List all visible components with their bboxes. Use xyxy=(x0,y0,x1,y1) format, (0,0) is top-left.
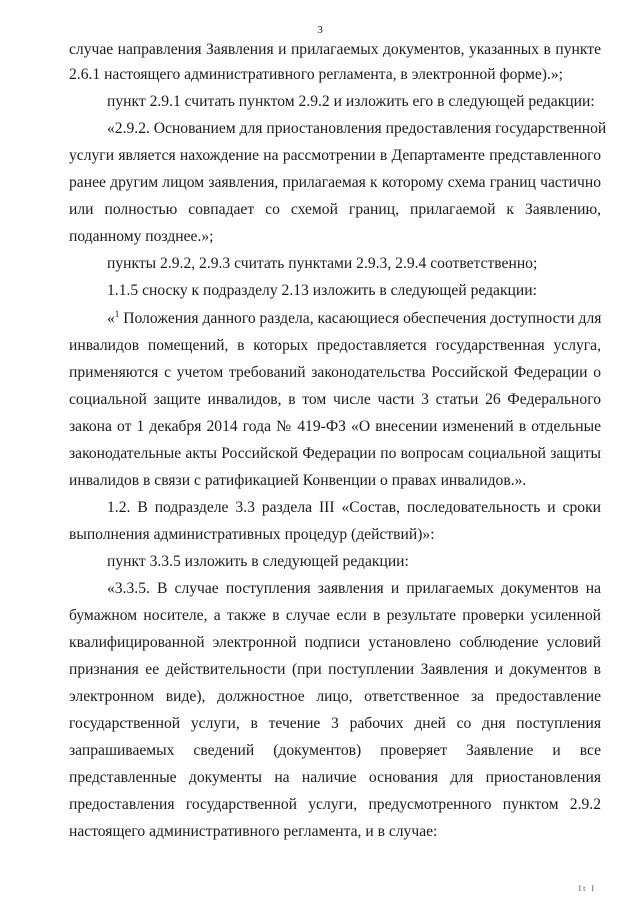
text-line: государственной услуги, в течение 3 рабочих дней со дня поступления xyxy=(69,715,601,732)
footnote-marker: 1 xyxy=(114,309,120,319)
page-number: 3 xyxy=(317,24,323,36)
text-line: поданному позднее.»; xyxy=(69,228,214,245)
text-line: социальной защите инвалидов, в том числе части 3 статьи 26 Федерального xyxy=(69,391,601,408)
text-line: закона от 1 декабря 2014 года № 419-ФЗ «О внесении изменений в отдельные xyxy=(69,418,601,435)
text-line: инвалидов помещений, в которых предоставляется государственная услуга, xyxy=(69,337,601,354)
footnote-open-quote: « xyxy=(107,310,115,327)
text-line: запрашиваемых сведений (документов) проверяет Заявление и все xyxy=(69,742,601,759)
text-line: «2.9.2. Основанием для приостановления предоставления государственной xyxy=(107,120,607,137)
text-line: или полностью совпадает со схемой границ, прилагаемой к Заявлению, xyxy=(69,201,601,218)
text-line: электронном виде), должностное лицо, ответственное за предоставление xyxy=(69,688,601,705)
text-line: инвалидов в связи с ратификацией Конвенции о правах инвалидов.». xyxy=(69,472,527,489)
text-line: пункты 2.9.2, 2.9.3 считать пунктами 2.9.3, 2.9.4 соответственно; xyxy=(107,255,538,272)
text-line: квалифицированной электронной подписи установлено соблюдение условий xyxy=(69,634,601,651)
text-line: случае направления Заявления и прилагаемых документов, указанных в пункте xyxy=(69,41,601,58)
text-line: применяются с учетом требований законодательства Российской Федерации о xyxy=(69,364,601,381)
text-line: признания ее действительности (при поступлении Заявления и документов в xyxy=(69,661,601,678)
footnote-first-line xyxy=(107,306,601,332)
text-line: пункт 2.9.1 считать пунктом 2.9.2 и изложить его в следующей редакции: xyxy=(107,93,595,110)
text-line: предоставления государственной услуги, предусмотренного пунктом 2.9.2 xyxy=(69,796,601,813)
footer-mark: It I xyxy=(578,884,596,893)
text-line: пункт 3.3.5 изложить в следующей редакции: xyxy=(107,553,409,570)
text-line: 1.1.5 сноску к подразделу 2.13 изложить в следующей редакции: xyxy=(107,282,537,299)
text-line: ранее другим лицом заявления, прилагаемая к которому схема границ частично xyxy=(69,174,601,191)
text-line: представленные документы на наличие основания для приостановления xyxy=(69,769,601,786)
text-line: бумажном носителе, а также в случае если в результате проверки усиленной xyxy=(69,607,601,624)
text-line: законодательные акты Российской Федерации по вопросам социальной защиты xyxy=(69,445,601,462)
text-line: настоящего административного регламента, и в случае: xyxy=(69,823,438,840)
text-line: услуги является нахождение на рассмотрении в Департаменте представленного xyxy=(69,147,601,164)
text-line: «3.3.5. В случае поступления заявления и прилагаемых документов на xyxy=(107,580,601,597)
text-line: Положения данного раздела, касающиеся обеспечения доступности для xyxy=(123,310,602,327)
text-line: выполнения административных процедур (действий)»: xyxy=(69,526,435,543)
text-line: 1.2. В подразделе 3.3 раздела III «Состав, последовательность и сроки xyxy=(107,499,601,516)
text-line: 2.6.1 настоящего административного регламента, в электронной форме).»; xyxy=(69,66,563,83)
